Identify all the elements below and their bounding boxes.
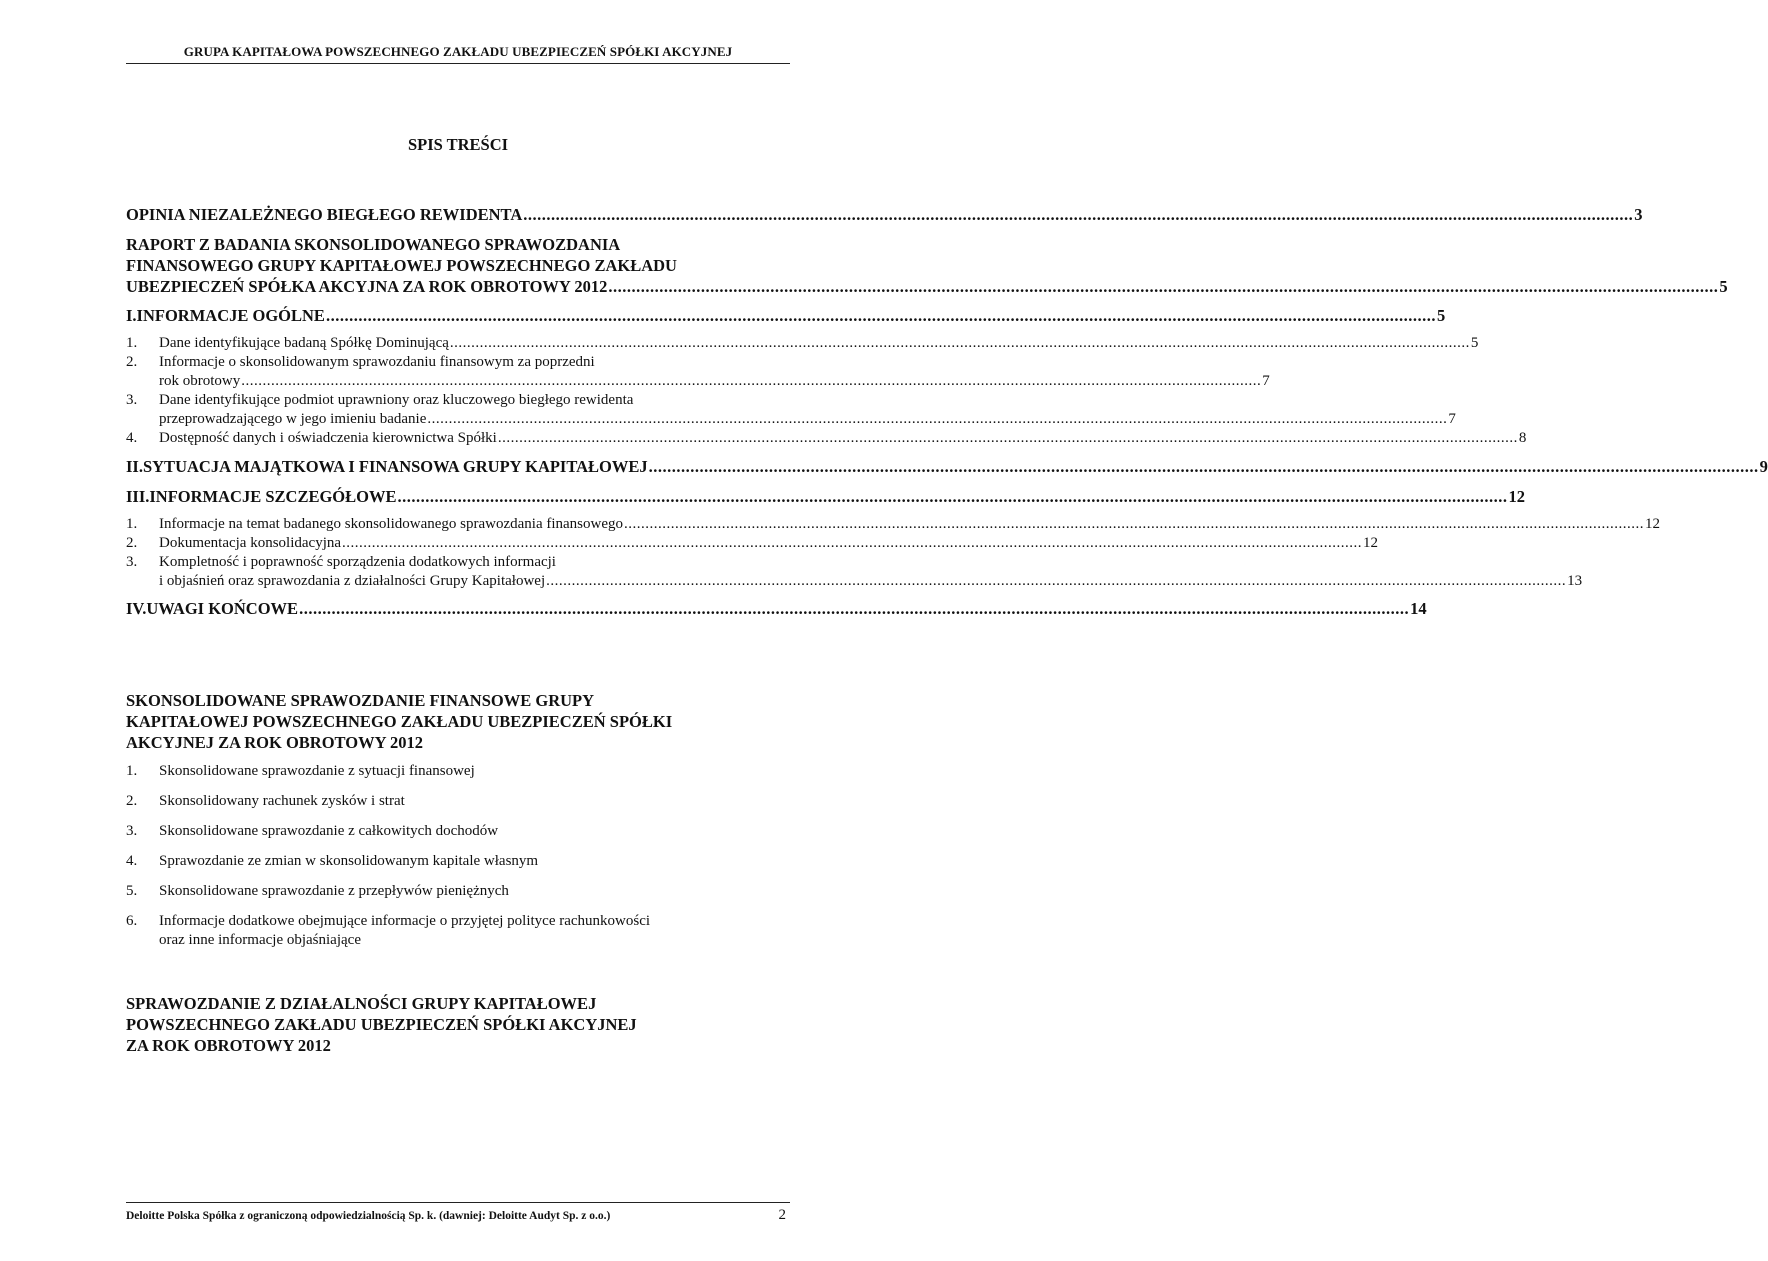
toc-sections [126,305,1768,619]
toc-subentry-body [159,353,1270,391]
toc-leader-dots [427,410,1447,429]
toc-subentry-number: 2. [126,535,138,551]
toc-page-number: 12 [1508,487,1525,506]
toc-subentry-body [159,391,1456,429]
list-item [126,822,790,841]
list-item-number: 4. [126,853,138,869]
toc-subentry-label-line: Kompletność i poprawność sporządzenia dodatkowych informacji [159,554,556,570]
list-item-body [159,762,475,781]
list-item-body [159,852,538,871]
toc-leader-dots [397,486,1507,507]
toc-entry-label: UBEZPIECZEŃ SPÓŁKA AKCYJNA ZA ROK OBROTOWY 2012 [126,277,608,296]
list-item-body [159,912,650,950]
toc-subentry-last-line [159,372,1270,391]
toc-section-number: I. [126,306,137,325]
toc-subentry-body [159,515,1660,534]
activity-report-title [126,993,790,1056]
toc-page-number: 8 [1518,430,1527,446]
toc-subentry-number: 1. [126,335,138,351]
toc-leader-dots [624,515,1644,534]
footer-text: Deloitte Polska Spółka z ograniczoną odpowiedzialnością Sp. k. (dawniej: Deloitte Audyt Sp. z o.o.) [126,1210,611,1222]
financial-statements-list [126,762,790,961]
toc-subentry[interactable] [126,353,1270,391]
list-item-text: Informacje dodatkowe obejmujące informacje o przyjętej polityce rachunkowości [159,913,651,929]
toc-subentry-number: 1. [126,516,138,532]
toc-page-number: 13 [1567,573,1583,589]
section-title-line: ZA ROK OBROTOWY 2012 [126,1036,331,1055]
toc-leader-dots [326,305,1436,326]
toc-subentry-number: 3. [126,554,138,570]
section-title-line: AKCYJNEJ ZA ROK OBROTOWY 2012 [126,733,424,752]
page-footer [126,1202,790,1222]
toc-subentry-last-line [159,410,1456,429]
toc-subentry-body [159,553,1582,591]
toc-subentry-last-line [159,572,1582,591]
toc-leader-dots [299,598,1409,619]
toc-subentry-last-line [159,334,1478,353]
list-item-text: Skonsolidowane sprawozdanie z sytuacji finansowej [159,763,475,779]
toc-subentry[interactable] [126,534,1379,553]
toc-page-number: 5 [1719,277,1728,296]
toc-subentry[interactable] [126,553,1583,591]
list-item [126,852,790,871]
page-header: GRUPA KAPITAŁOWA POWSZECHNEGO ZAKŁADU UBEZPIECZEŃ SPÓŁKI AKCYJNEJ [126,44,790,64]
financial-statements-title [126,690,790,753]
toc-section-number: II. [126,457,143,476]
page-number: 2 [778,1207,786,1223]
toc-page-number: 5 [1470,335,1479,351]
toc-leader-dots [546,572,1566,591]
toc-page-number: 12 [1363,535,1379,551]
toc-entry-label-line: RAPORT Z BADANIA SKONSOLIDOWANEGO SPRAWOZDANIA [126,235,621,254]
list-item-body [159,822,498,841]
page-title: SPIS TREŚCI [407,135,509,154]
toc-page-number: 12 [1645,516,1661,532]
toc-entry-label: OPINIA NIEZALEŻNEGO BIEGŁEGO REWIDENTA [126,205,523,224]
list-item-number: 5. [126,883,138,899]
toc-page-number: 5 [1436,306,1446,325]
toc-section-number: III. [126,487,150,506]
toc-leader-dots [523,204,1633,225]
spacer [126,591,790,598]
toc-entry-label: Dokumentacja konsolidacyjna [159,535,342,551]
toc-subentry-body [159,534,1378,553]
toc-subentry-number: 3. [126,392,138,408]
toc-page-number: 7 [1448,411,1456,427]
list-item-text: Skonsolidowany rachunek zysków i strat [159,793,405,809]
toc-entry-label: Dostępność danych i oświadczenia kierownictwa Spółki [159,430,497,446]
toc-entry-label: i objaśnień oraz sprawozdania z działalności Grupy Kapitałowej [159,573,546,589]
toc-subentry-number: 4. [126,430,138,446]
toc-leader-dots [342,534,1362,553]
toc-subentry-last-line [159,534,1378,553]
toc-subentry[interactable] [126,391,1456,429]
list-item [126,912,790,950]
toc-entry-report[interactable] [126,234,1728,297]
toc-subentry-number: 2. [126,354,138,370]
list-item-text: Skonsolidowane sprawozdanie z całkowitych dochodów [159,823,499,839]
toc-leader-dots [450,334,1470,353]
section-title-line: KAPITAŁOWEJ POWSZECHNEGO ZAKŁADU UBEZPIECZEŃ SPÓŁKI [126,712,673,731]
toc-page-number: 14 [1410,599,1427,618]
toc-subentry-last-line [159,429,1526,448]
toc-page-number: 7 [1262,373,1270,389]
list-item-text: oraz inne informacje objaśniające [159,932,361,948]
list-item [126,762,790,781]
toc-subentry[interactable] [126,429,1527,448]
toc-subentry[interactable] [126,334,1479,353]
toc-section-3[interactable] [126,486,1525,507]
list-item-number: 2. [126,793,138,809]
toc-leader-dots [498,429,1518,448]
list-item [126,882,790,901]
toc-section-1[interactable] [126,305,1446,326]
section-title-line: SKONSOLIDOWANE SPRAWOZDANIE FINANSOWE GRUPY [126,691,595,710]
table-of-contents [126,204,1768,619]
list-item-number: 1. [126,763,138,779]
list-item-body [159,792,405,811]
toc-page-number: 9 [1759,457,1768,476]
toc-leader-dots [649,456,1759,477]
toc-entry-label: INFORMACJE OGÓLNE [136,306,325,325]
toc-entry-opinion[interactable] [126,204,1643,225]
toc-subentry-body [159,429,1526,448]
spacer [126,448,790,456]
list-item-text: Sprawozdanie ze zmian w skonsolidowanym kapitale własnym [159,853,539,869]
toc-subentry-body [159,334,1478,353]
list-item-number: 6. [126,913,138,929]
toc-leader-dots [608,276,1718,297]
toc-subentry-label-line: Informacje o skonsolidowanym sprawozdaniu finansowym za poprzedni [159,354,595,370]
section-title-line: SPRAWOZDANIE Z DZIAŁALNOŚCI GRUPY KAPITAŁOWEJ [126,994,597,1013]
toc-leader-dots [241,372,1261,391]
section-title-line: POWSZECHNEGO ZAKŁADU UBEZPIECZEŃ SPÓŁKI AKCYJNEJ [126,1015,637,1034]
toc-subentry-label-line: Dane identyfikujące podmiot uprawniony oraz kluczowego biegłego rewidenta [159,392,634,408]
toc-entry-label: Informacje na temat badanego skonsolidowanego sprawozdania finansowego [159,516,624,532]
list-item-number: 3. [126,823,138,839]
list-item [126,792,790,811]
toc-entry-label: INFORMACJE SZCZEGÓŁOWE [149,487,397,506]
toc-entry-label: rok obrotowy [159,373,241,389]
toc-entry-label-line: FINANSOWEGO GRUPY KAPITAŁOWEJ POWSZECHNEGO ZAKŁADU [126,256,677,275]
toc-entry-label: UWAGI KOŃCOWE [146,599,299,618]
toc-section-number: IV. [126,599,147,618]
toc-subentry[interactable] [126,515,1661,534]
toc-page-number: 3 [1634,205,1643,224]
toc-subentry-last-line [159,515,1660,534]
toc-section-2[interactable] [126,456,1768,477]
toc-entry-label: przeprowadzającego w jego imieniu badanie [159,411,427,427]
list-item-body [159,882,509,901]
toc-section-4[interactable] [126,598,1427,619]
toc-entry-label: Dane identyfikujące badaną Spółkę Dominującą [159,335,449,351]
list-item-text: Skonsolidowane sprawozdanie z przepływów pieniężnych [159,883,509,899]
toc-entry-label: SYTUACJA MAJĄTKOWA I FINANSOWA GRUPY KAPITAŁOWEJ [142,457,648,476]
